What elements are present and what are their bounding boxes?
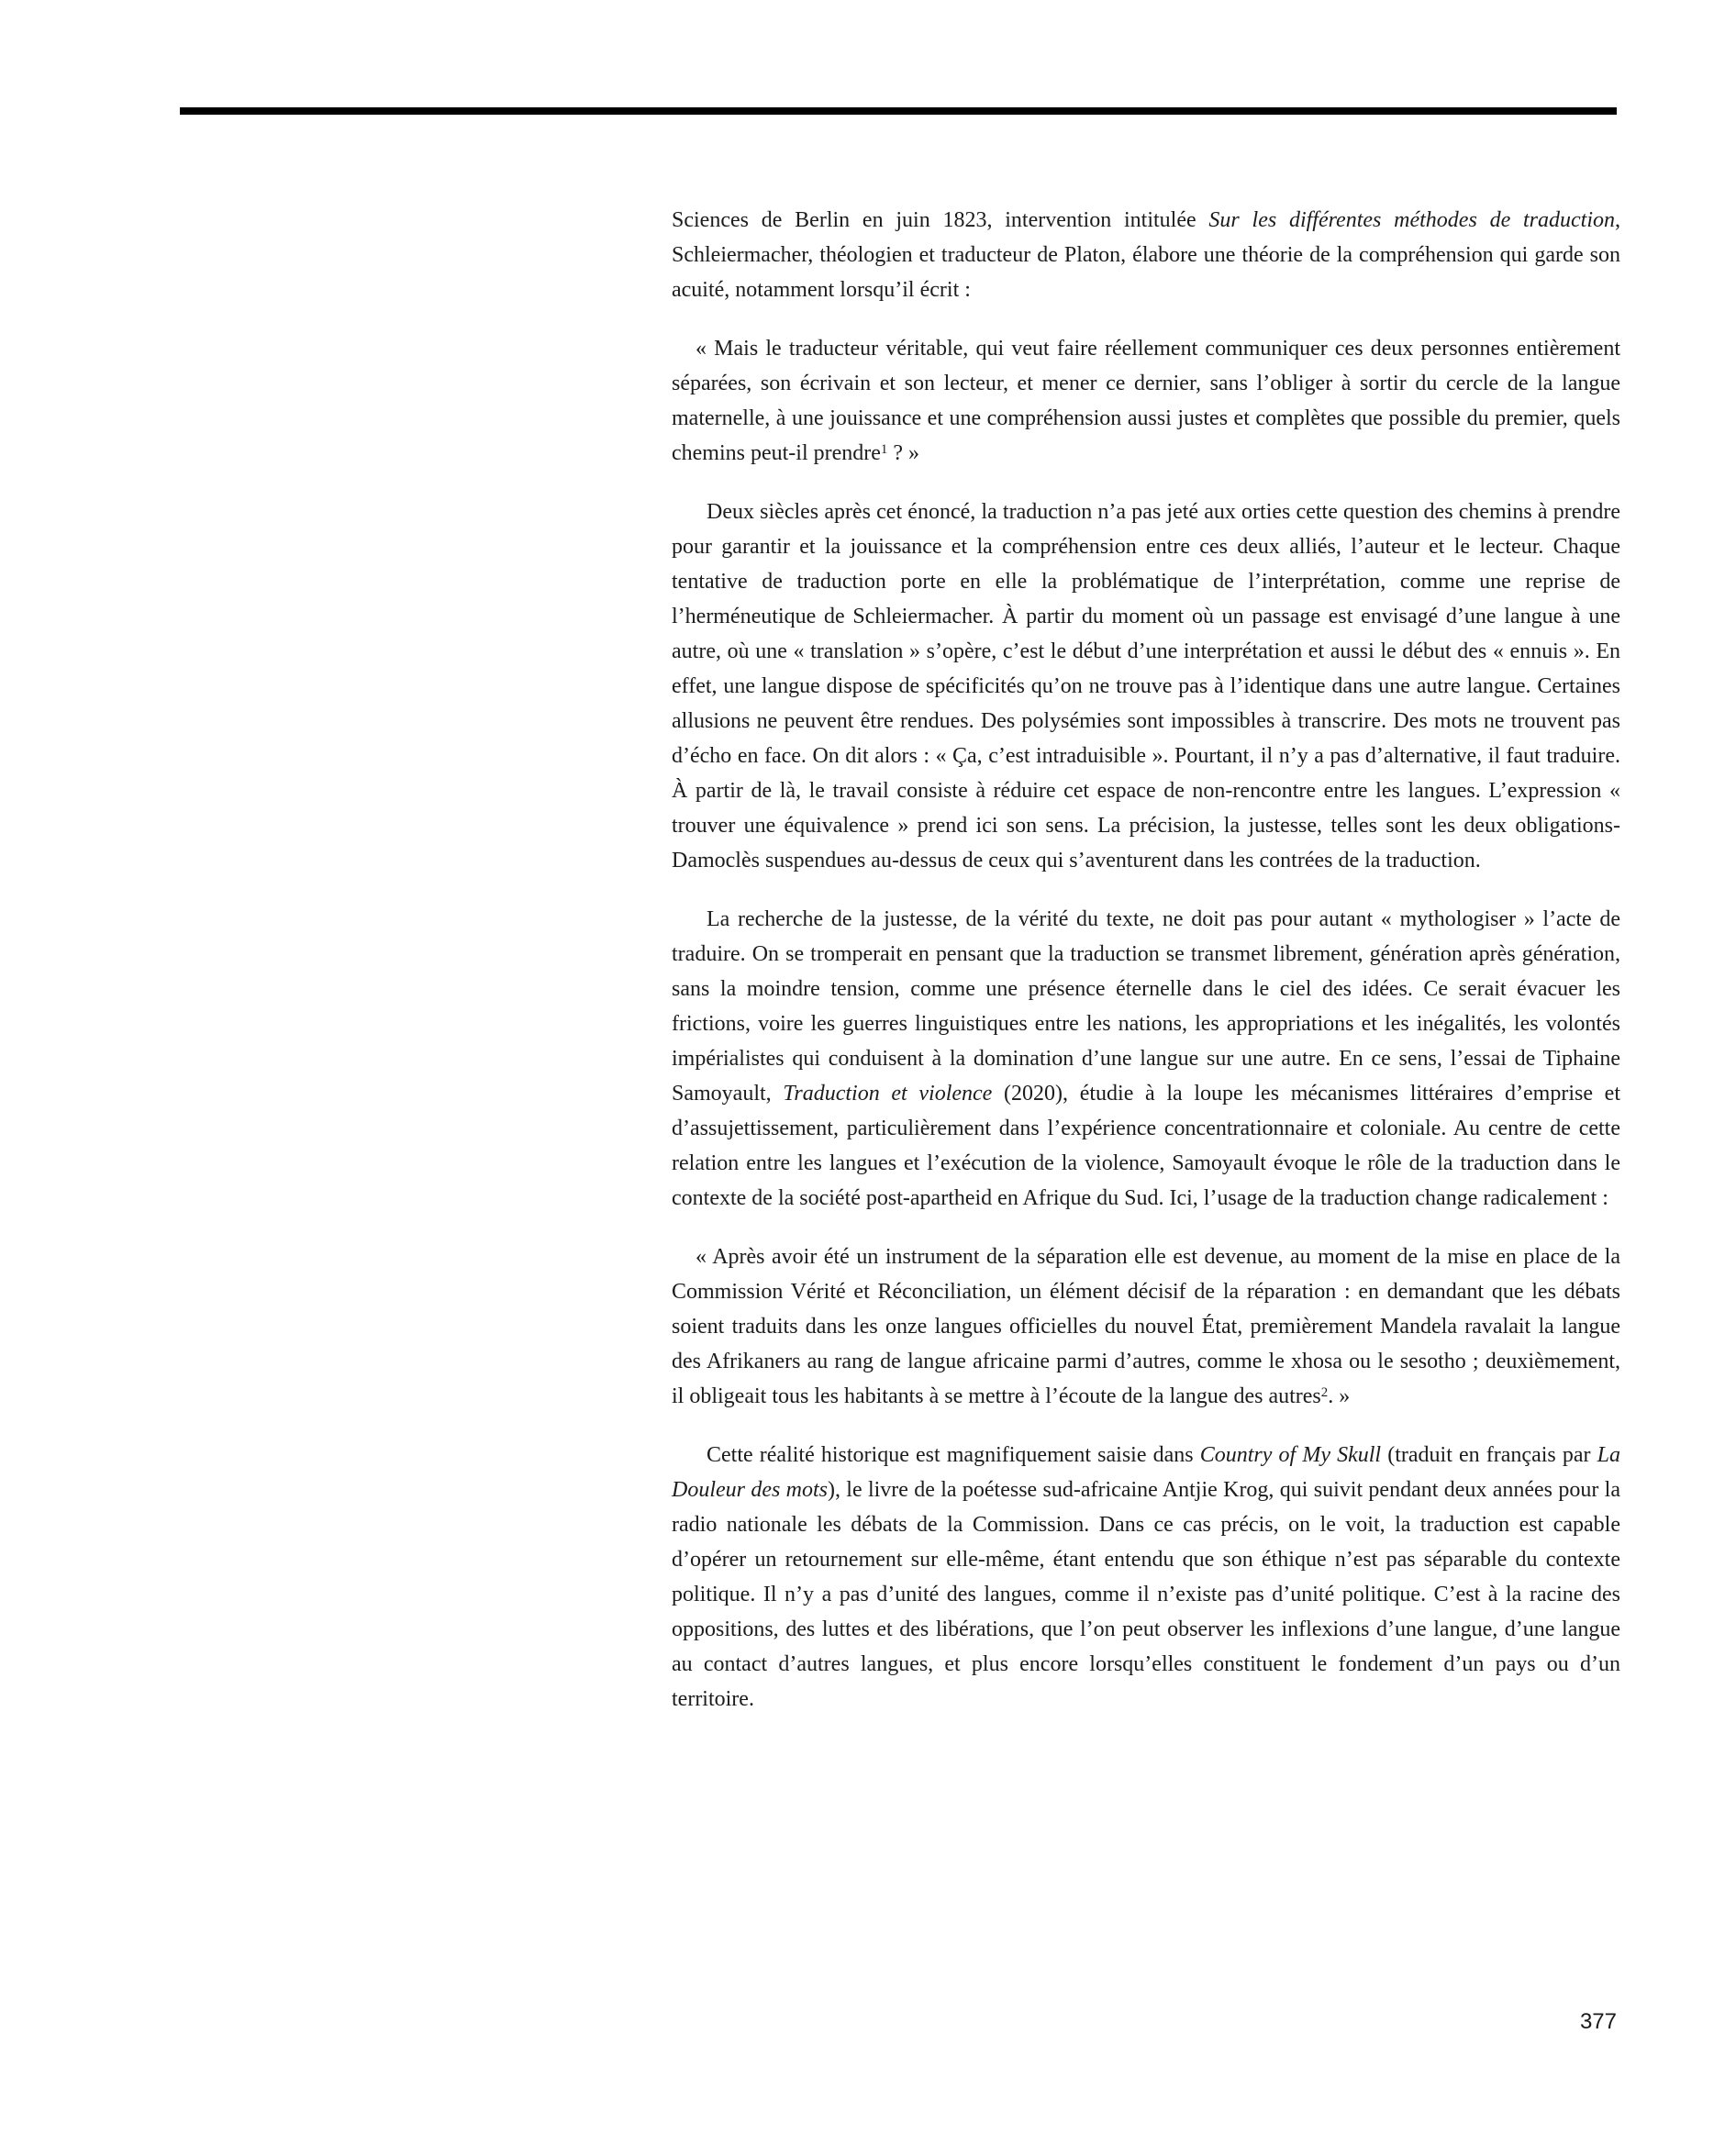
text-segment: , Schleiermacher, théologien et traducteur de Platon, élabore une théorie de la compréhension qui garde son acuité, notamment lorsqu’il écrit : bbox=[672, 208, 1620, 302]
text-segment: « Mais le traducteur véritable, qui veut faire réellement communiquer ces deux personnes entièrement séparées, son écrivain et son lecteur, et mener ce dernier, sans l’obliger à sortir du cercle de la langue maternelle, à une jouissance et une compréhension aussi justes et complètes que possible du premier, quels chemins peut-il prendre bbox=[672, 337, 1620, 465]
block-quote bbox=[672, 331, 1620, 471]
text-segment: (2020), étudie à la loupe les mécanismes littéraires d’emprise et d’assujettissement, particulièrement dans l’expérience concentrationnaire et coloniale. Au centre de cette relation entre les langues et l’exécution de la violence, Samoyault évoque le rôle de la traduction dans le contexte de la société post-apartheid en Afrique du Sud. Ici, l’usage de la traduction change radicalement : bbox=[672, 1082, 1620, 1210]
page-number: 377 bbox=[1579, 2009, 1617, 2034]
footnote-ref-2: 2 bbox=[1320, 1385, 1329, 1401]
body-paragraph bbox=[672, 1438, 1620, 1717]
work-title-italic: Sur les différentes méthodes de traduction bbox=[1208, 208, 1615, 232]
body-paragraph bbox=[672, 495, 1620, 878]
text-segment: Cette réalité historique est magnifiquement saisie dans bbox=[707, 1443, 1200, 1467]
text-column bbox=[672, 203, 1620, 1717]
text-segment: (traduit en français par bbox=[1381, 1443, 1597, 1467]
block-quote bbox=[672, 1239, 1620, 1414]
text-segment: ? » bbox=[887, 441, 920, 465]
body-paragraph bbox=[672, 902, 1620, 1216]
work-title-italic: Traduction et violence bbox=[783, 1082, 993, 1106]
top-rule bbox=[180, 107, 1617, 115]
text-segment: La recherche de la justesse, de la vérité du texte, ne doit pas pour autant « mythologiser » l’acte de traduire. On se tromperait en pensant que la traduction se transmet librement, génération après génération, sans la moindre tension, comme une présence éternelle dans le ciel des idées. Ce serait évacuer les frictions, voire les guerres linguistiques entre les nations, les appropriations et les inégalités, les volontés impérialistes qui conduisent à la domination d’une langue sur une autre. En ce sens, l’essai de Tiphaine Samoyault, bbox=[672, 907, 1620, 1106]
text-segment: Sciences de Berlin en juin 1823, intervention intitulée bbox=[672, 208, 1209, 232]
footnote-ref-1: 1 bbox=[880, 442, 888, 458]
work-title-italic: Country of My Skull bbox=[1199, 1443, 1382, 1467]
body-paragraph bbox=[672, 203, 1620, 307]
text-segment: « Après avoir été un instrument de la séparation elle est devenue, au moment de la mise en place de la Commission Vérité et Réconciliation, un élément décisif de la réparation : en demandant que les débats soient traduits dans les onze langues officielles du nouvel État, premièrement Mandela ravalait la langue des Afrikaners au rang de langue africaine parmi d’autres, comme le xhosa ou le sesotho ; deuxièmement, il obligeait tous les habitants à se mettre à l’écoute de la langue des autres bbox=[672, 1245, 1620, 1408]
text-segment: ), le livre de la poétesse sud-africaine Antjie Krog, qui suivit pendant deux années pour la radio nationale les débats de la Commission. Dans ce cas précis, on le voit, la traduction est capable d’opérer un retournement sur elle-même, étant entendu que son éthique n’est pas séparable du contexte politique. Il n’y a pas d’unité des langues, comme il n’existe pas d’unité politique. C’est à la racine des oppositions, des luttes et des libérations, que l’on peut observer les inflexions d’une langue, d’une langue au contact d’autres langues, et plus encore lorsqu’elles constituent le fondement d’un pays ou d’un territoire. bbox=[672, 1478, 1620, 1711]
text-segment: Deux siècles après cet énoncé, la traduction n’a pas jeté aux orties cette question des chemins à prendre pour garantir et la jouissance et la compréhension entre ces deux alliés, l’auteur et le lecteur. Chaque tentative de traduction porte en elle la problématique de l’interprétation, comme une reprise de l’herméneutique de Schleiermacher. À partir du moment où un passage est envisagé d’une langue à une autre, où une « translation » s’opère, c’est le début d’une interprétation et aussi le début des « ennuis ». En effet, une langue dispose de spécificités qu’on ne trouve pas à l’identique dans une autre langue. Certaines allusions ne peuvent être rendues. Des polysémies sont impossibles à transcrire. Des mots ne trouvent pas d’écho en face. On dit alors : « Ça, c’est intraduisible ». Pourtant, il n’y a pas d’alternative, il faut traduire. À partir de là, le travail consiste à réduire cet espace de non-rencontre entre les langues. L’expression « trouver une équivalence » prend ici son sens. La précision, la justesse, telles sont les deux obligations-Damoclès suspendues au-dessus de ceux qui s’aventurent dans les contrées de la traduction. bbox=[672, 500, 1620, 872]
work-title-italic: La Douleur des mots bbox=[672, 1443, 1620, 1502]
text-segment: . » bbox=[1328, 1384, 1351, 1408]
